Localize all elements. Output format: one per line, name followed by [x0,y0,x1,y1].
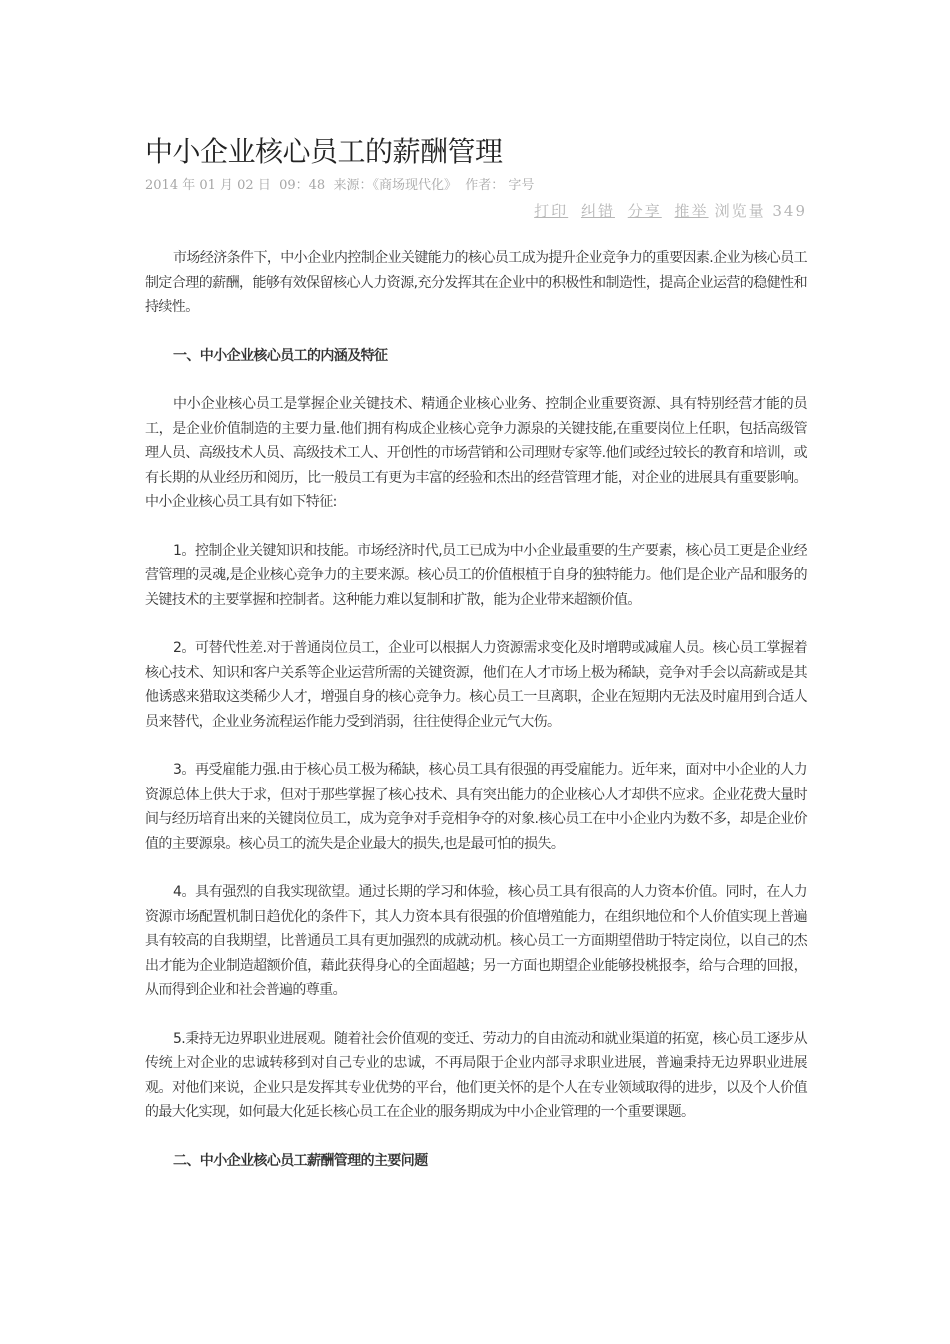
author-name: 字号 [508,178,535,193]
paragraph: 4。具有强烈的自我实现欲望。通过长期的学习和体验，核心员工具有很高的人力资本价值。同时，在人力资源市场配置机制日趋优化的条件下，其人力资本具有很强的价值增殖能力，在组织地位和个人价值实现上普遍具有较高的自我期望，比普通员工具有更加强烈的成就动机。核心员工一方面期望借助于特定岗位，以自己的杰出才能为企业制造超额价值，藉此获得身心的全面超越；另一方面也期望企业能够投桃报李，给与合理的回报，从而得到企业和社会普遍的尊重。 [145,884,807,998]
print-link[interactable]: 打印 [534,202,569,220]
paragraph: 5.秉持无边界职业进展观。随着社会价值观的变迁、劳动力的自由流动和就业渠道的拓宽，核心员工逐步从传统上对企业的忠诚转移到对自己专业的忠诚，不再局限于企业内部寻求职业进展，普遍秉持无边界职业进展观。对他们来说，企业只是发挥其专业优势的平台，他们更关怀的是个人在专业领域取得的进步，以及个人价值的最大化实现，如何最大化延长核心员工在企业的服务期成为中小企业管理的一个重要课题。 [145,1030,807,1120]
recommend-link[interactable]: 推举 [674,202,709,220]
source-name: 《商场现代化》 [372,178,457,193]
source-label: 来源： [333,178,373,193]
article-meta [145,178,534,194]
views-count: 349 [772,202,807,220]
publish-date: 2014 年 01 月 02 日 [145,178,271,193]
intro-paragraph: 市场经济条件下，中小企业内控制企业关键能力的核心员工成为提升企业竞争力的重要因素.企业为核心员工制定合理的薪酬，能够有效保留核心人力资源,充分发挥其在企业中的积极性和制造性，提高企业运营的稳健性和持续性。 [145,250,807,315]
paragraph: 3。再受雇能力强.由于核心员工极为稀缺，核心员工具有很强的再受雇能力。近年来，面对中小企业的人力资源总体上供大于求，但对于那些掌握了核心技术、具有突出能力的企业核心人才却供不应求。企业花费大量时间与经历培育出来的关键岗位员工，成为竞争对手竞相争夺的对象.核心员工在中小企业内为数不多，却是企业价值的主要源泉。核心员工的流失是企业最大的损失,也是最可怕的损失。 [145,762,807,852]
views-label: 浏览量 [714,202,766,220]
paragraph: 2。可替代性差.对于普通岗位员工，企业可以根据人力资源需求变化及时增聘或减雇人员。核心员工掌握着核心技术、知识和客户关系等企业运营所需的关键资源，他们在人才市场上极为稀缺，竞争对手会以高薪或是其他诱惑来猎取这类稀少人才，增强自身的核心竞争力。核心员工一旦离职，企业在短期内无法及时雇用到合适人员来替代，企业业务流程运作能力受到消弱，往往使得企业元气大伤。 [145,640,807,730]
section-heading: 一、中小企业核心员工的内涵及特征 [173,347,388,364]
author-label: 作者： [465,178,505,193]
paragraph: 1。控制企业关键知识和技能。市场经济时代,员工已成为中小企业最重要的生产要素，核心员工更是企业经营管理的灵魂,是企业核心竞争力的主要来源。核心员工的价值根植于自身的独特能力。他们是企业产品和服务的关键技术的主要掌握和控制者。这种能力难以复制和扩散，能为企业带来超额价值。 [145,542,807,608]
section-heading: 二、中小企业核心员工薪酬管理的主要问题 [173,1152,428,1169]
share-link[interactable]: 分享 [627,202,662,220]
article-title: 中小企业核心员工的薪酬管理 [145,135,503,168]
paragraph: 中小企业核心员工是掌握企业关键技术、精通企业核心业务、控制企业重要资源、具有特别经营才能的员工，是企业价值制造的主要力量.他们拥有构成企业核心竞争力源泉的关键技能,在重要岗位上任职，包括高级管理人员、高级技术人员、高级技术工人、开创性的市场营销和公司理财专家等.他们或经过较长的教育和培训，或有长期的从业经历和阅历，比一般员工有更为丰富的经验和杰出的经营管理才能，对企业的进展具有重要影响。中小企业核心员工具有如下特征: [145,396,807,510]
correct-link[interactable]: 纠错 [580,202,615,220]
article-body [145,246,807,1197]
article-actions [534,201,807,221]
publish-time: 09：48 [279,178,326,193]
